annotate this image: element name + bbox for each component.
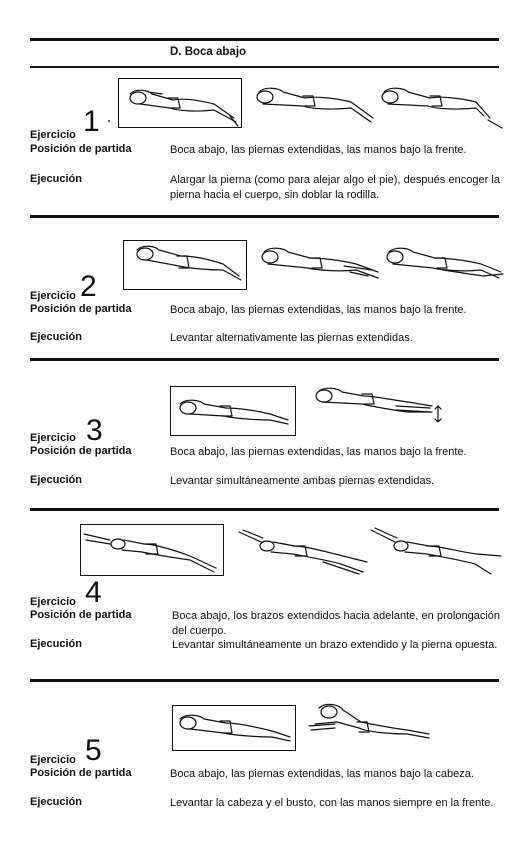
- posicion-label: Posición de partida: [30, 143, 132, 155]
- exercise-3-label: Ejercicio: [30, 432, 76, 444]
- exercise-3-ejecucion: Levantar simultáneamente ambas piernas extendidas.: [170, 475, 435, 487]
- section-rule: [30, 358, 499, 361]
- prone-arms-extended-figure-icon: [233, 524, 373, 578]
- posicion-label: Posición de partida: [30, 303, 132, 315]
- ejecucion-label: Ejecución: [30, 796, 82, 808]
- exercise-2-posicion: Boca abajo, las piernas extendidas, las manos bajo la frente.: [170, 304, 467, 316]
- exercise-4-number: 4: [85, 576, 102, 609]
- posicion-label: Posición de partida: [30, 767, 132, 779]
- exercise-5-label: Ejercicio: [30, 754, 76, 766]
- ejecucion-label: Ejecución: [30, 638, 82, 650]
- exercise-5-ejecucion: Levantar la cabeza y el busto, con las manos siempre en la frente.: [170, 797, 494, 809]
- prone-figure-icon: [383, 244, 508, 294]
- ejecucion-label: Ejecución: [30, 331, 82, 343]
- exercise-4-ejecucion: Levantar simultáneamente un brazo extendido y la pierna opuesta.: [172, 639, 498, 651]
- prone-figure-icon: [305, 700, 435, 748]
- prone-figure-icon: [123, 240, 248, 290]
- exercise-5-posicion: Boca abajo, las piernas extendidas, las manos bajo la cabeza.: [170, 768, 474, 780]
- ejecucion-label: Ejecución: [30, 173, 82, 185]
- posicion-label: Posición de partida: [30, 609, 132, 621]
- prone-figure-icon: [312, 380, 447, 430]
- exercise-2-ejecucion: Levantar alternativamente las piernas extendidas.: [170, 332, 413, 344]
- exercise-2-label: Ejercicio: [30, 290, 76, 302]
- prone-figure-icon: [170, 386, 296, 436]
- prone-arms-extended-figure-icon: [367, 524, 507, 582]
- exercise-1-label: Ejercicio: [30, 129, 76, 141]
- top-rule: [30, 38, 499, 41]
- exercise-3-posicion: Boca abajo, las piernas extendidas, las manos bajo la frente.: [170, 446, 467, 458]
- prone-figure-icon: [258, 244, 383, 292]
- section-rule: [30, 215, 499, 218]
- print-dot: [108, 120, 110, 122]
- exercise-1-number: 1: [83, 105, 100, 138]
- title-rule: [30, 66, 499, 68]
- exercise-3-number: 3: [86, 414, 103, 447]
- prone-figure-icon: [253, 82, 378, 130]
- prone-figure-icon: [378, 82, 503, 134]
- posicion-label: Posición de partida: [30, 445, 132, 457]
- prone-arms-extended-figure-icon: [80, 524, 225, 578]
- section-title: D. Boca abajo: [170, 46, 247, 58]
- exercise-1-ejecucion: Alargar la pierna (como para alejar algo el pie), después encoger la pierna hacia el cuerpo, sin doblar la rodilla.: [170, 174, 500, 201]
- exercise-4-posicion: Boca abajo, los brazos extendidos hacia adelante, en prolongación del cuerpo.: [172, 610, 500, 637]
- exercise-2-number: 2: [80, 270, 97, 303]
- prone-figure-icon: [172, 705, 296, 751]
- ejecucion-label: Ejecución: [30, 474, 82, 486]
- exercise-4-label: Ejercicio: [30, 596, 76, 608]
- exercise-5-number: 5: [85, 734, 102, 767]
- prone-figure-icon: [118, 78, 243, 130]
- section-rule: [30, 508, 499, 511]
- section-rule: [30, 679, 499, 682]
- exercise-1-posicion: Boca abajo, las piernas extendidas, las manos bajo la frente.: [170, 144, 467, 156]
